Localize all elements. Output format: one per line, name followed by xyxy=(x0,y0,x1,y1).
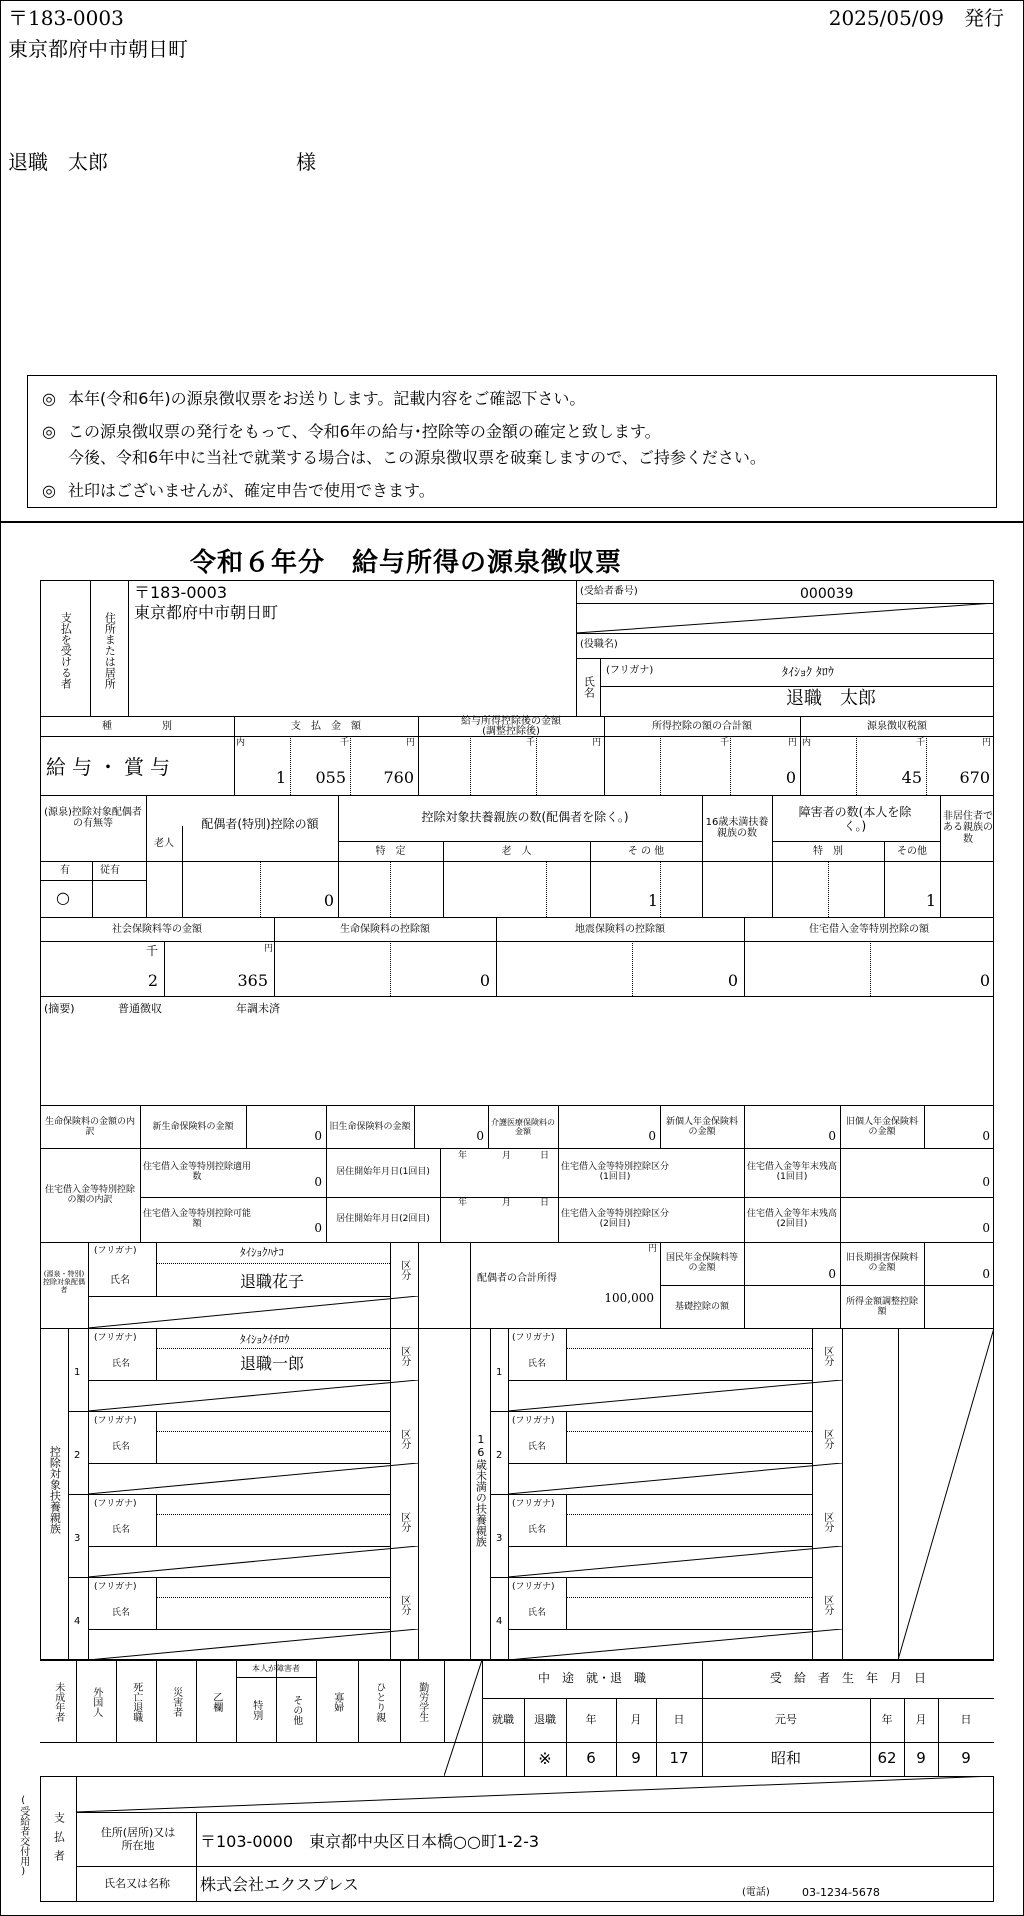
life-item-label: 旧生命保険料の金額 xyxy=(329,1121,411,1132)
old-long-value: 0 xyxy=(982,1267,990,1281)
life-breakdown-label: 生命保険料の金額の内訳 xyxy=(44,1116,135,1137)
birth-date-value: 9 xyxy=(961,1749,971,1768)
spouse-head: (源泉)控除対象配偶者の有無等 xyxy=(44,806,142,829)
housing-balance-value: 0 xyxy=(982,1221,990,1235)
position-label: (役職名) xyxy=(580,639,618,650)
unit-en: 円 xyxy=(592,738,602,748)
unit-sen: 千 xyxy=(916,738,926,748)
pay-yen: 760 xyxy=(383,768,414,787)
payer-address: 〒103-0000 東京都中央区日本橋○○町1-2-3 xyxy=(200,1832,540,1851)
dis-other-head: その他 xyxy=(897,846,927,858)
dep-slash xyxy=(88,1380,418,1411)
social-unit-en: 円 xyxy=(264,944,274,954)
pension-value: 0 xyxy=(828,1267,836,1281)
notice-line: 本年(令和6年)の源泉徴収票をお送りします。記載内容をご確認下さい。 xyxy=(68,389,586,408)
row-divider xyxy=(490,1577,812,1578)
bottom-col-label: 乙欄 xyxy=(210,1692,222,1712)
ymd-label: 月 xyxy=(502,1151,512,1161)
housing-class-label: 住宅借入金等特別控除区分(2回目) xyxy=(560,1208,669,1229)
payer-name-label: 氏名又は名称 xyxy=(104,1876,170,1890)
row-divider xyxy=(68,1411,390,1412)
u16-kubun: 区分 xyxy=(821,1595,833,1615)
recipient-name: 退職 太郎 xyxy=(8,150,108,174)
dep-divider xyxy=(156,1328,157,1380)
social-thousand: 2 xyxy=(147,971,158,990)
midway-col-label: 就職 xyxy=(492,1712,514,1726)
head-kind: 種 別 xyxy=(102,720,172,732)
bottom-col-label: 外国人 xyxy=(90,1687,102,1717)
unit-sen: 千 xyxy=(526,738,536,748)
housing-balance-label: 住宅借入金等年末残高(1回目) xyxy=(746,1161,837,1182)
u16-no: 4 xyxy=(496,1616,503,1627)
payee-label: 支払を受ける者 xyxy=(59,611,73,689)
notice-mark: ◎ xyxy=(42,481,56,500)
u16-slash xyxy=(508,1463,842,1494)
dep-furigana-label: (フリガナ) xyxy=(94,1499,137,1509)
social-head: 社会保険料等の金額 xyxy=(112,923,202,935)
spouse-name-label: 氏名 xyxy=(110,1275,130,1286)
elder-head: 老人 xyxy=(154,837,174,849)
dep-dotline xyxy=(156,1514,390,1515)
other-head: そ の 他 xyxy=(627,846,665,858)
row-divider xyxy=(68,1494,390,1495)
dep-kubun: 区分 xyxy=(398,1512,410,1532)
payee-address: 東京都府中市朝日町 xyxy=(134,603,279,622)
dep-dotline xyxy=(156,1348,390,1349)
pay-hi: 1 xyxy=(275,768,286,787)
midway-col-label: 年 xyxy=(585,1712,597,1726)
payer-label: 支払者 xyxy=(52,1811,66,1869)
midway-date-value: 9 xyxy=(631,1749,641,1768)
head-tax: 源泉徴収税額 xyxy=(867,720,927,732)
unit-uchi: 内 xyxy=(236,738,246,748)
birth-head: 受 給 者 生 年 月 日 xyxy=(769,1671,926,1686)
life-item-value: 0 xyxy=(476,1129,484,1143)
u16-no: 2 xyxy=(496,1450,503,1461)
housing-balance-label: 住宅借入金等年末残高(2回目) xyxy=(746,1208,837,1229)
ymd-label: 日 xyxy=(540,1151,550,1161)
u16-no: 1 xyxy=(496,1367,503,1378)
notice-mark: ◎ xyxy=(42,422,56,441)
u16-divider xyxy=(566,1577,567,1629)
u16-kubun: 区分 xyxy=(821,1512,833,1532)
birth-date-value: 62 xyxy=(877,1749,897,1768)
head-ded-total: 所得控除の額の合計額 xyxy=(652,720,752,732)
ymd-label: 年 xyxy=(458,1151,468,1161)
dis-special-head: 特 別 xyxy=(813,846,843,858)
residence-date-label: 居住開始年月日(1回目) xyxy=(336,1166,430,1177)
bottom-col-label: 寡婦 xyxy=(331,1692,343,1712)
spouse-ded-head: 配偶者(特別)控除の額 xyxy=(201,817,319,832)
unit-en: 円 xyxy=(788,738,798,748)
dep-furigana-label: (フリガナ) xyxy=(94,1416,137,1426)
tax-thousand: 45 xyxy=(901,768,922,787)
dep-name-label: 氏名 xyxy=(112,1359,131,1369)
midway-date-value: 6 xyxy=(586,1749,596,1768)
spouse-income: 100,000 xyxy=(604,1291,654,1305)
housing-possible-value: 0 xyxy=(314,1221,322,1235)
dep-name: 退職一郎 xyxy=(240,1354,305,1373)
dep-divider xyxy=(156,1494,157,1546)
spouse-ded-val: 0 xyxy=(323,891,334,910)
life-item-value: 0 xyxy=(314,1129,322,1143)
spouse-block-label: (源泉・特別)控除対象配偶者 xyxy=(43,1269,85,1295)
disabled-head: 障害者の数(本人を除く。) xyxy=(798,805,912,833)
cover-postal: 〒183-0003 xyxy=(8,6,124,30)
follow-label: 従有 xyxy=(100,865,120,876)
row-divider xyxy=(490,1494,812,1495)
midway-col-label: 退職 xyxy=(534,1712,556,1726)
quake-head: 地震保険料の控除額 xyxy=(575,923,665,935)
cover-address: 東京都府中市朝日町 xyxy=(8,37,188,61)
dep-slash xyxy=(88,1629,418,1660)
other-val: 1 xyxy=(647,891,658,910)
ymd-label: 年 xyxy=(458,1198,468,1208)
recipient-no: 000039 xyxy=(800,586,854,602)
row-divider xyxy=(68,1577,390,1578)
elder2-head: 老 人 xyxy=(501,846,532,858)
birth-era: 昭和 xyxy=(770,1749,801,1768)
u16-name-label: 氏名 xyxy=(528,1442,547,1452)
housing-head: 住宅借入金等特別控除の額 xyxy=(809,923,929,935)
midway-date-value: 17 xyxy=(669,1749,689,1768)
bottom-col-label: 死亡退職 xyxy=(130,1682,142,1722)
midway-col-label: 月 xyxy=(630,1712,642,1726)
furigana: ﾀｲｼｮｸ ﾀﾛｳ xyxy=(782,665,834,679)
life-item-value: 0 xyxy=(828,1129,836,1143)
dep-kubun: 区分 xyxy=(398,1346,410,1366)
u16-dotline xyxy=(566,1431,812,1432)
under16-side-label: 16歳未満の扶養親族 xyxy=(474,1433,488,1547)
u16-kubun: 区分 xyxy=(821,1429,833,1449)
payer-side-label: (受給者交付用) xyxy=(17,1795,29,1877)
life-val: 0 xyxy=(479,971,490,990)
life-head: 生命保険料の控除額 xyxy=(340,923,430,935)
u16-dotline xyxy=(566,1348,812,1349)
tel-label: (電話) xyxy=(742,1887,770,1898)
u16-furigana-label: (フリガナ) xyxy=(512,1499,555,1509)
housing-applied-label: 住宅借入金等特別控除適用数 xyxy=(142,1161,251,1182)
bottom-col-label: 特別 xyxy=(250,1700,262,1720)
dep-divider xyxy=(156,1411,157,1463)
housing-balance-value: 0 xyxy=(982,1175,990,1189)
u16-furigana-label: (フリガナ) xyxy=(512,1582,555,1592)
life-item-label: 新個人年金保険料の金額 xyxy=(665,1116,738,1137)
u16-furigana-label: (フリガナ) xyxy=(512,1333,555,1343)
dep-name-label: 氏名 xyxy=(112,1608,131,1618)
disabled-self-head: 本人が障害者 xyxy=(252,1664,300,1674)
notice-mark: ◎ xyxy=(42,389,56,408)
address-label: 住所または居所 xyxy=(103,611,117,689)
unit-en: 円 xyxy=(982,738,992,748)
head-after-ded-2: (調整控除後) xyxy=(482,726,540,737)
notice-line: 今後、令和6年中に当社で就業する場合は、この源泉徴収票を破棄しますので、ご持参ください。 xyxy=(68,448,766,467)
payee-postal: 〒183-0003 xyxy=(134,583,228,602)
pay-thousand: 055 xyxy=(315,768,346,787)
u16-divider xyxy=(566,1494,567,1546)
dependents-head: 控除対象扶養親族の数(配偶者を除く。) xyxy=(421,810,629,825)
dep-divider xyxy=(156,1577,157,1629)
dep-name-label: 氏名 xyxy=(112,1525,131,1535)
bottom-col-label: その他 xyxy=(290,1695,302,1725)
ded-total: 0 xyxy=(785,768,796,787)
tax-yen: 670 xyxy=(959,768,990,787)
bottom-col-label: 勤労学生 xyxy=(416,1682,428,1722)
dep-furigana-label: (フリガナ) xyxy=(94,1582,137,1592)
u16-furigana-label: (フリガナ) xyxy=(512,1416,555,1426)
unit-sen: 千 xyxy=(720,738,730,748)
furigana-label: (フリガナ) xyxy=(606,665,654,676)
birth-date-value: 9 xyxy=(916,1749,926,1768)
dep-dotline xyxy=(156,1597,390,1598)
bottom-col-label: 災害者 xyxy=(170,1687,182,1717)
head-after-ded: 給与所得控除後の金額 xyxy=(461,716,561,727)
birth-col-label: 元号 xyxy=(775,1712,797,1726)
dep-name-label: 氏名 xyxy=(112,1442,131,1452)
birth-col-label: 年 xyxy=(881,1712,893,1726)
payer-name: 株式会社エクスプレス xyxy=(200,1875,359,1894)
u16-name-label: 氏名 xyxy=(528,1525,547,1535)
ymd-label: 月 xyxy=(502,1198,512,1208)
spouse-circle: ○ xyxy=(56,888,70,907)
retire-mark: ※ xyxy=(538,1748,552,1768)
notice-line: 社印はございませんが、確定申告で使用できます。 xyxy=(68,481,435,500)
u16-kubun: 区分 xyxy=(821,1346,833,1366)
adjust-label: 所得金額調整控除額 xyxy=(845,1296,918,1317)
spouse-furigana: ﾀｲｼｮｸﾊﾅｺ xyxy=(240,1246,284,1259)
honorific: 様 xyxy=(296,150,316,174)
spouse-furigana-label: (フリガナ) xyxy=(94,1246,137,1256)
dep-furigana: ﾀｲｼｮｸｲﾁﾛｳ xyxy=(240,1333,290,1346)
midway-head: 中 途 就・退 職 xyxy=(537,1671,646,1686)
head-pay: 支 払 金 額 xyxy=(291,720,361,732)
birth-col-label: 月 xyxy=(915,1712,927,1726)
basic-label: 基礎控除の額 xyxy=(674,1301,729,1312)
name-label: 氏名 xyxy=(582,676,596,698)
ymd-label: 日 xyxy=(540,1198,550,1208)
life-item-label: 新生命保険料の金額 xyxy=(152,1121,234,1132)
dep-no: 3 xyxy=(74,1533,81,1544)
spouse-income-label: 配偶者の合計所得 xyxy=(477,1273,557,1285)
old-long-label: 旧長期損害保険料の金額 xyxy=(845,1252,918,1273)
issue-date: 2025/05/09 発行 xyxy=(828,6,1004,30)
dep-slash xyxy=(88,1463,418,1494)
under16-head: 16歳未満扶養親族の数 xyxy=(705,816,769,839)
housing-class-label: 住宅借入金等特別控除区分(1回目) xyxy=(560,1161,669,1182)
u16-divider xyxy=(566,1411,567,1463)
dep-furigana-label: (フリガナ) xyxy=(94,1333,137,1343)
unit-en: 円 xyxy=(648,1244,658,1254)
dep-no: 2 xyxy=(74,1450,81,1461)
life-item-value: 0 xyxy=(648,1129,656,1143)
social-yen: 365 xyxy=(237,971,268,990)
dep-dotline xyxy=(156,1431,390,1432)
spouse-kubun: 区分 xyxy=(398,1260,410,1280)
housing-applied-value: 0 xyxy=(314,1175,322,1189)
spouse-name: 退職花子 xyxy=(240,1272,305,1291)
kind-value: 給与・賞与 xyxy=(46,755,176,779)
slip-title: 令和６年分 給与所得の源泉徴収票 xyxy=(190,548,623,578)
recipient-no-label: (受給者番号) xyxy=(580,586,638,597)
dependents-side-label: 控除対象扶養親族 xyxy=(48,1446,62,1534)
life-item-value: 0 xyxy=(982,1129,990,1143)
u16-slash xyxy=(508,1380,842,1411)
birth-col-label: 日 xyxy=(960,1712,972,1726)
life-item-label: 旧個人年金保険料の金額 xyxy=(845,1116,918,1137)
dep-kubun: 区分 xyxy=(398,1595,410,1615)
dep-no: 1 xyxy=(74,1367,81,1378)
tel-value: 03-1234-5678 xyxy=(802,1886,880,1899)
u16-dotline xyxy=(566,1514,812,1515)
remarks-label: (摘要) xyxy=(44,1002,75,1015)
bottom-col-label: 未成年者 xyxy=(52,1682,64,1722)
remarks-item: 普通徴収 xyxy=(118,1002,162,1015)
u16-name-label: 氏名 xyxy=(528,1608,547,1618)
midway-col-label: 日 xyxy=(673,1712,685,1726)
special-head: 特 定 xyxy=(375,846,406,858)
dep-kubun: 区分 xyxy=(398,1429,410,1449)
u16-no: 3 xyxy=(496,1533,503,1544)
u16-slash xyxy=(508,1629,842,1660)
dep-no: 4 xyxy=(74,1616,81,1627)
notice-line: この源泉徴収票の発行をもって、令和6年の給与･控除等の金額の確定と致します。 xyxy=(68,422,661,441)
u16-divider xyxy=(566,1328,567,1380)
unit-sen: 千 xyxy=(340,738,350,748)
social-unit-sen: 千 xyxy=(146,944,159,958)
residence-date-label: 居住開始年月日(2回目) xyxy=(336,1213,430,1224)
bottom-col-label: ひとり親 xyxy=(373,1682,385,1722)
yes-label: 有 xyxy=(60,865,70,876)
dep-slash xyxy=(88,1546,418,1577)
u16-dotline xyxy=(566,1597,812,1598)
housing-breakdown-label: 住宅借入金等特別控除の額の内訳 xyxy=(44,1184,135,1205)
u16-name-label: 氏名 xyxy=(528,1359,547,1369)
unit-en: 円 xyxy=(406,738,416,748)
housing-possible-label: 住宅借入金等特別控除可能額 xyxy=(142,1208,251,1229)
row-divider xyxy=(490,1411,812,1412)
life-item-label: 介護医療保険料の金額 xyxy=(491,1117,555,1136)
dis-other-val: 1 xyxy=(925,891,936,910)
payer-addr-label: 住所(居所)又は所在地 xyxy=(100,1826,176,1852)
unit-uchi: 内 xyxy=(802,738,812,748)
remarks-item: 年調未済 xyxy=(236,1002,280,1015)
housing-val: 0 xyxy=(979,971,990,990)
pension-label: 国民年金保険料等の金額 xyxy=(665,1252,738,1273)
u16-slash xyxy=(508,1546,842,1577)
nonres-head: 非居住者である親族の数 xyxy=(943,810,993,845)
quake-val: 0 xyxy=(727,971,738,990)
col-divider xyxy=(236,1677,316,1678)
payee-name: 退職 太郎 xyxy=(786,688,876,709)
